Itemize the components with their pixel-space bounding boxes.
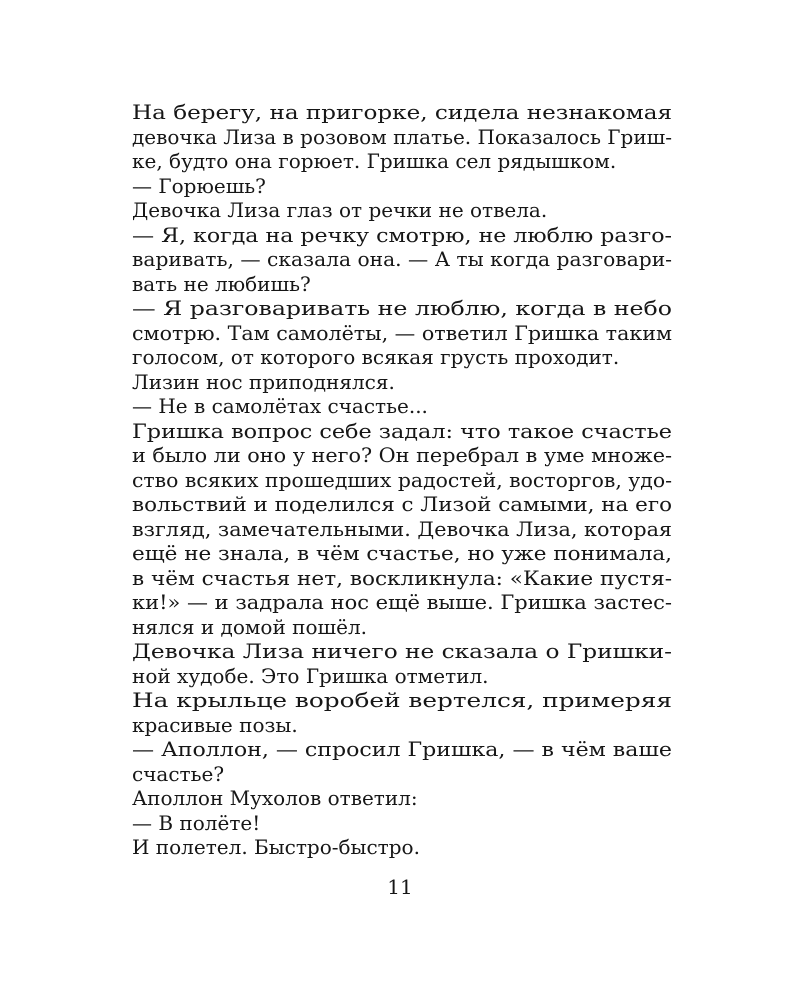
text-line: и было ли оно у него? Он перебрал в уме множе-	[132, 443, 672, 467]
text-line: На крыльце воробей вертелся, примеряя	[132, 688, 673, 712]
text-line: И полетел. Быстро-быстро.	[132, 835, 420, 859]
text-line: вольствий и поделился с Лизой самыми, на его	[132, 492, 672, 516]
text-line: Аполлон Мухолов ответил:	[132, 786, 418, 810]
text-line: девочка Лиза в розовом платье. Показалось Гриш-	[132, 124, 672, 149]
text-line: нялся и домой пошёл.	[132, 614, 368, 639]
text-line: в чём счастья нет, воскликнула: «Какие пустя-	[132, 565, 672, 590]
text-line: вать не любишь?	[132, 271, 311, 296]
text-line: — Я, когда на речку смотрю, не люблю разго-	[132, 222, 672, 247]
text-line: ство всяких прошедших радостей, восторгов, удо-	[132, 467, 672, 492]
text-line: На берегу, на пригорке, сидела незнакомая	[132, 100, 673, 124]
text-line: — Аполлон, — спросил Гришка, — в чём ваше	[132, 737, 672, 761]
text-line: ной худобе. Это Гришка отметил.	[132, 663, 489, 688]
text-line: ки!» — и задрала нос ещё выше. Гришка застес-	[132, 590, 673, 614]
text-line: голосом, от которого всякая грусть проходит.	[132, 345, 620, 369]
text-line: — В полёте!	[132, 810, 261, 835]
text-line: взгляд, замечательными. Девочка Лиза, которая	[132, 516, 672, 541]
text-line: ещё не знала, в чём счастье, но уже понимала,	[132, 541, 673, 565]
text-line: счастье?	[132, 761, 225, 786]
text-line: варивать, — сказала она. — А ты когда разговари-	[132, 247, 673, 271]
text-line: Девочка Лиза ничего не сказала о Гришки-	[132, 639, 672, 663]
text-line: смотрю. Там самолёты, — ответил Гришка таким	[132, 320, 673, 345]
text-line: красивые позы.	[132, 712, 298, 737]
page-number: 11	[387, 875, 413, 899]
text-line: — Я разговаривать не люблю, когда в небо	[132, 296, 673, 320]
text-line: — Не в самолётах счастье...	[132, 394, 428, 418]
body-text	[132, 100, 672, 860]
text-line: Девочка Лиза глаз от речки не отвела.	[132, 198, 548, 222]
text-line: Лизин нос приподнялся.	[132, 369, 395, 394]
text-line: — Горюешь?	[132, 173, 266, 198]
text-line: Гришка вопрос себе задал: что такое счастье	[132, 418, 673, 443]
text-line: ке, будто она горюет. Гришка сел рядышком.	[132, 149, 617, 173]
